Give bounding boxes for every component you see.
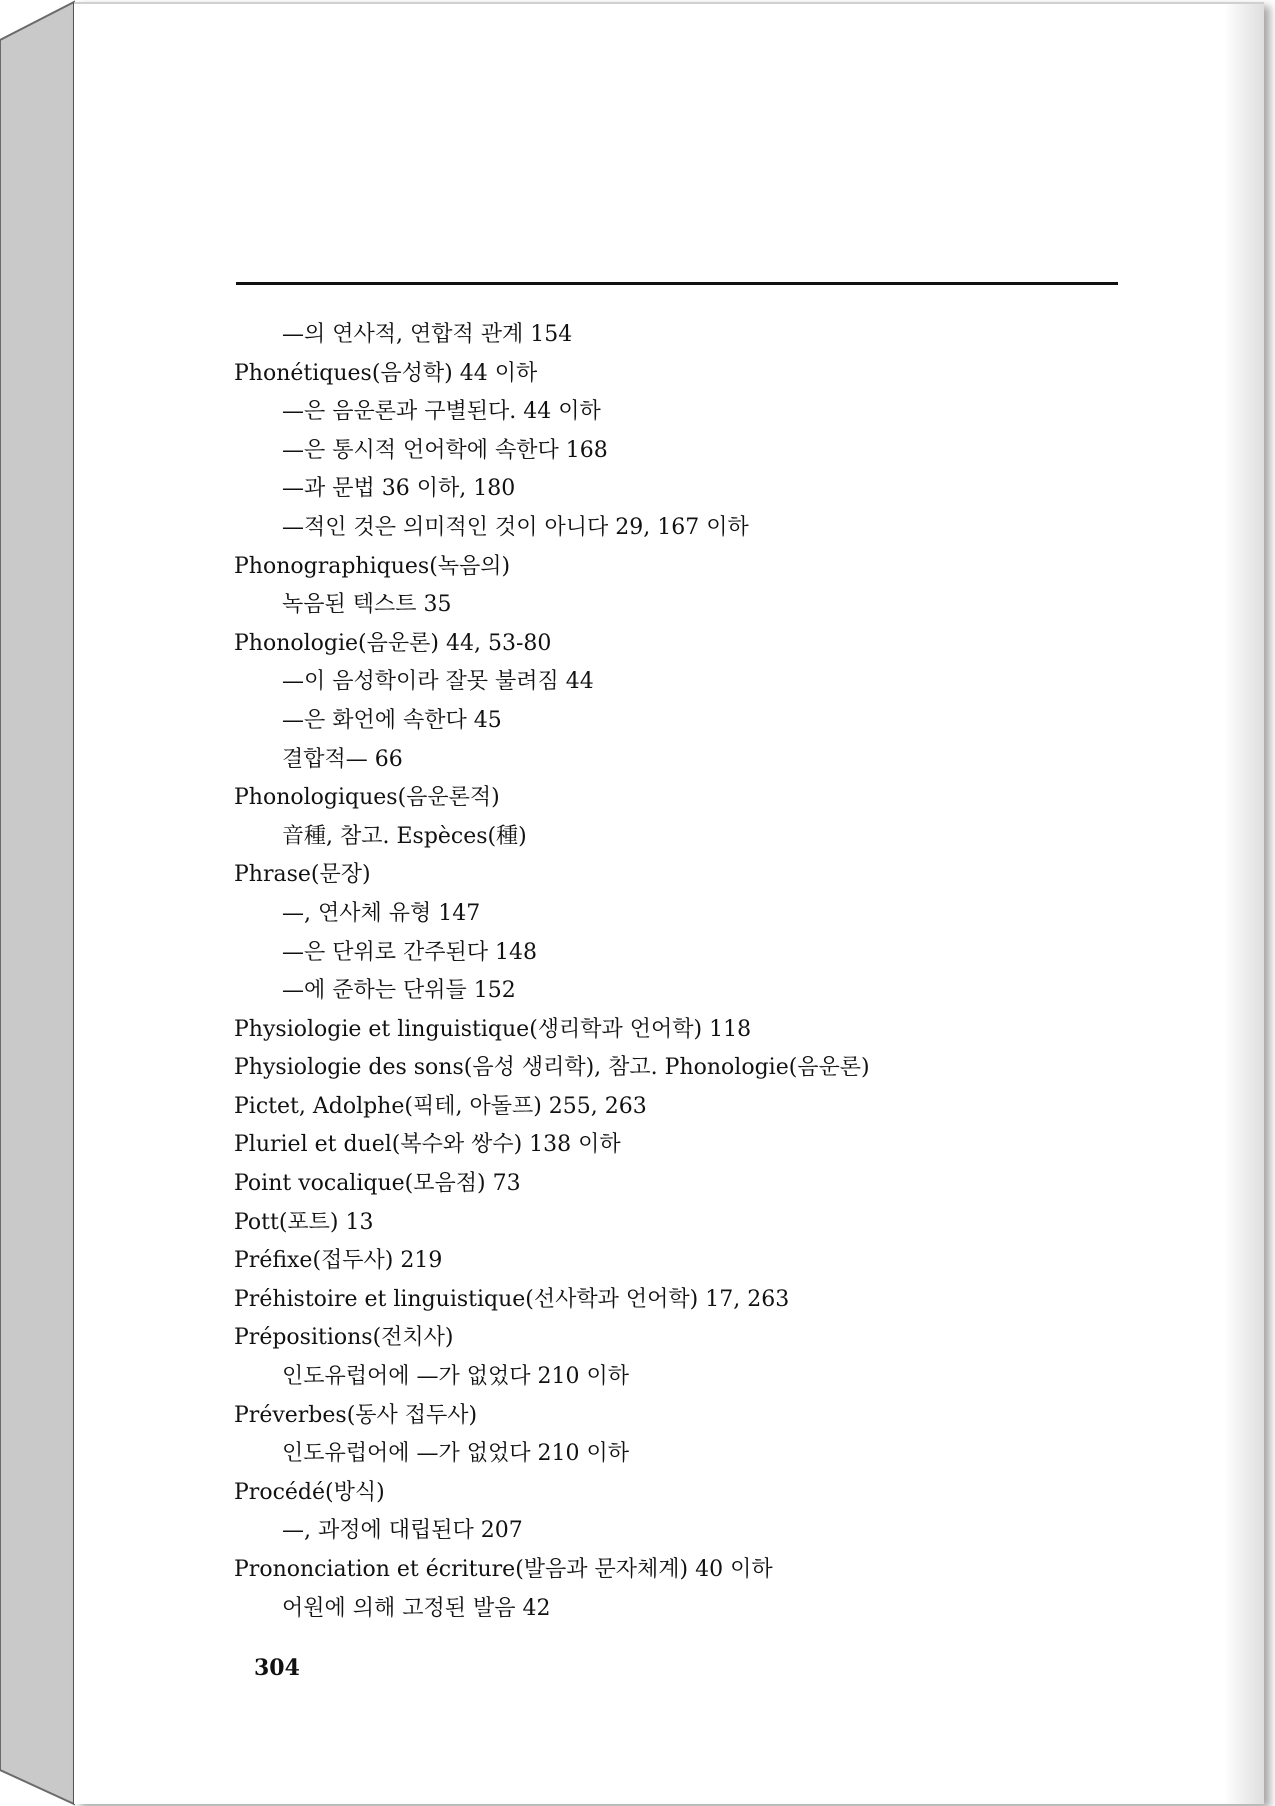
index-subentry: 인도유럽어에 —가 없었다 210 이하 (282, 1441, 629, 1467)
index-entry: Prononciation et écriture(발음과 문자체계) 40 이하 (234, 1557, 773, 1582)
index-entry: Phonographiques(녹음의) (234, 553, 511, 579)
index-entry: Phonologie(음운론) 44, 53-80 (234, 630, 552, 656)
index-entry: Préfixe(접두사) 219 (234, 1248, 443, 1274)
header-rule (236, 282, 1118, 285)
index-subentry: —이 음성학이라 잘못 불려짐 44 (282, 669, 594, 695)
index-entry: Pott(포트) 13 (234, 1209, 374, 1235)
page-number: 304 (254, 1655, 300, 1681)
index-subentry: —과 문법 36 이하, 180 (282, 476, 516, 502)
index-subentry: 인도유럽어에 —가 없었다 210 이하 (282, 1364, 629, 1390)
index-entry: Prépositions(전치사) (234, 1325, 454, 1351)
index-subentry: —, 연사체 유형 147 (282, 900, 481, 926)
index-subentry: 音種, 참고. Espèces(種) (282, 823, 527, 849)
index-subentry: —적인 것은 의미적인 것이 아니다 29, 167 이하 (282, 514, 749, 540)
index-subentry: 녹음된 텍스트 35 (282, 592, 452, 618)
index-subentry: 결합적— 66 (282, 746, 403, 772)
index-entry: Pictet, Adolphe(픽테, 아돌프) 255, 263 (234, 1093, 647, 1119)
index-subentry: —은 단위로 간주된다 148 (282, 939, 537, 965)
index-entry: Préhistoire et linguistique(선사학과 언어학) 17, 263 (234, 1286, 790, 1312)
index-entry: Physiologie et linguistique(생리학과 언어학) 118 (234, 1016, 752, 1042)
book-spine (0, 0, 78, 1806)
index-entry: Pluriel et duel(복수와 쌍수) 138 이하 (234, 1132, 621, 1158)
index-entry: Préverbes(동사 접두사) (234, 1402, 478, 1428)
index-entry: Phonétiques(음성학) 44 이하 (234, 360, 538, 386)
index-subentry: —, 과정에 대립된다 207 (282, 1518, 523, 1544)
index-entry: Physiologie des sons(음성 생리학), 참고. Phonologie(음운론) (234, 1055, 870, 1081)
index-entries (234, 316, 1194, 1628)
index-entry: Procédé(방식) (234, 1479, 385, 1505)
page-edge-shadow (1224, 4, 1264, 1804)
index-subentry: —의 연사적, 연합적 관계 154 (282, 322, 573, 347)
index-subentry: —은 화언에 속한다 45 (282, 707, 502, 733)
index-entry: Point vocalique(모음점) 73 (234, 1171, 521, 1197)
index-entry: Phonologiques(음운론적) (234, 785, 500, 811)
index-subentry: —은 음운론과 구별된다. 44 이하 (282, 399, 601, 425)
index-subentry: —에 준하는 단위들 152 (282, 978, 516, 1004)
index-entry: Phrase(문장) (234, 862, 371, 888)
index-subentry: —은 통시적 언어학에 속한다 168 (282, 437, 608, 463)
index-subentry: 어원에 의해 고정된 발음 42 (282, 1595, 551, 1621)
